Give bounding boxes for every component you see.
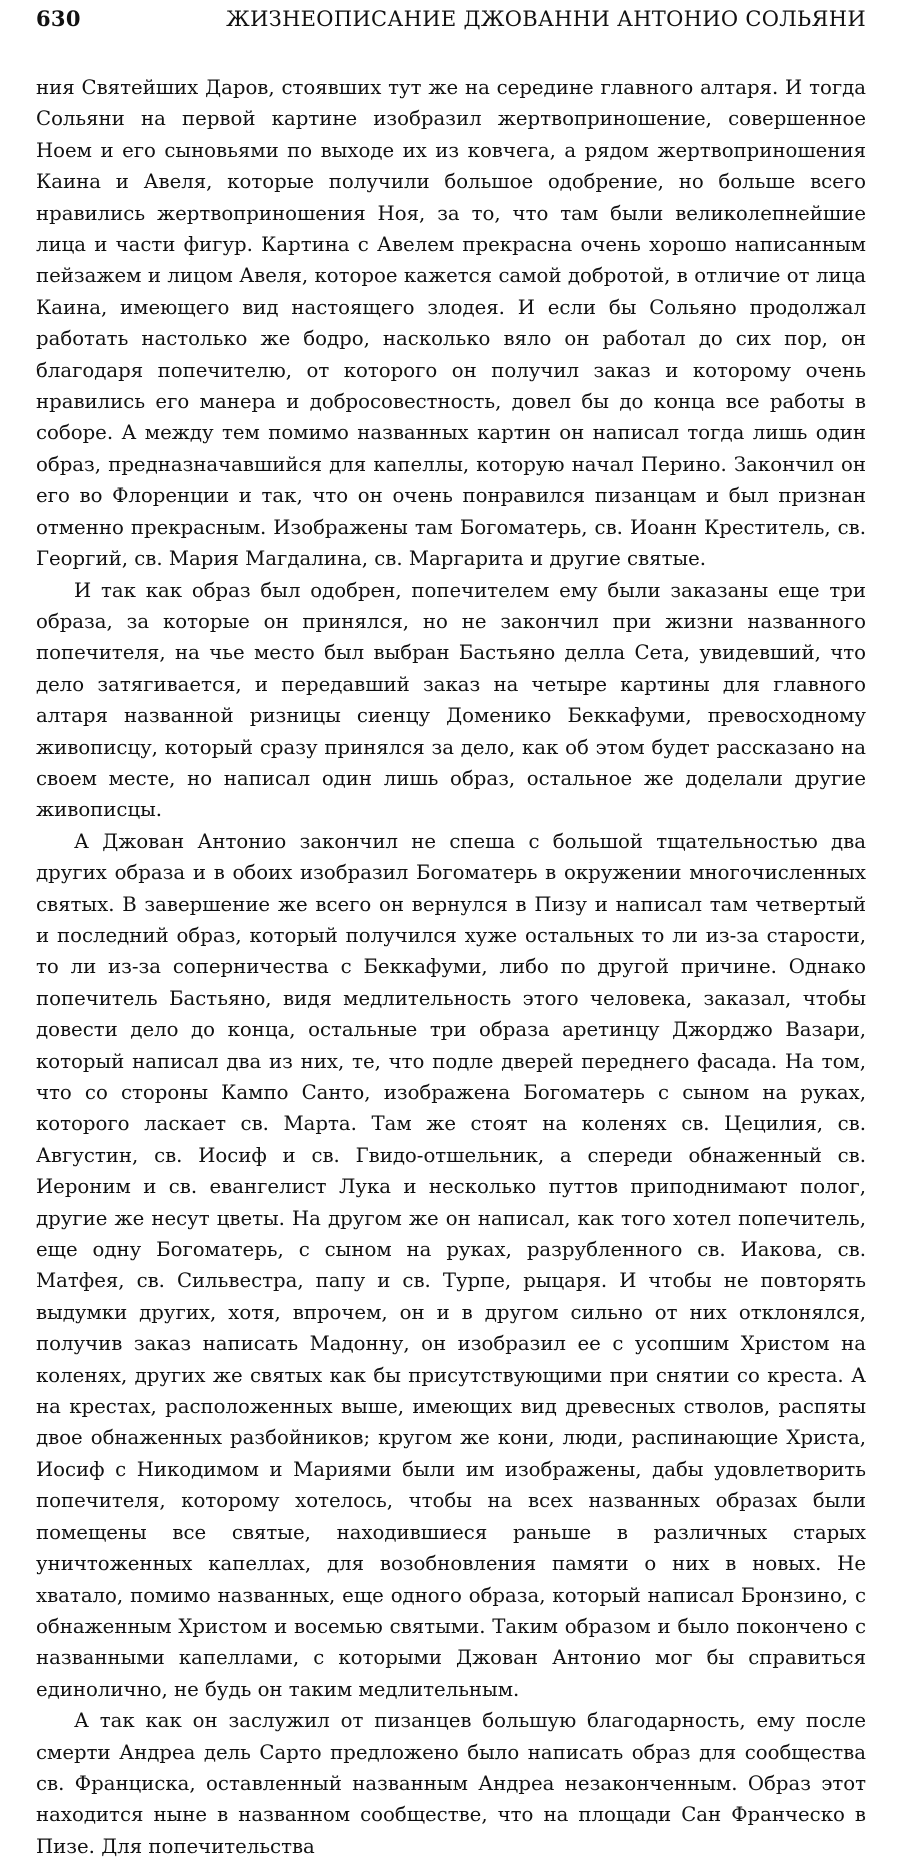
- page-number: 630: [36, 6, 81, 31]
- body-text: [36, 72, 866, 1862]
- book-page: [36, 6, 866, 1858]
- paragraph-3: А Джован Антонио закончил не спеша с большой тщательностью два других образа и в обоих изобразил Богоматерь в окружении многочисленных святых. В завершение же всего он вернулся в Пизу и написал там четвертый и последний образ, который получился хуже остальных то ли из-за старости, то ли из-за соперничества с Беккафуми, либо по другой причине. Однако попечитель Бастьяно, видя медлительность этого человека, заказал, чтобы довести дело до конца, остальные три образа аретинцу Джорджо Вазари, который написал два из них, те, что подле дверей переднего фасада. На том, что со стороны Кампо Санто, изображена Богоматерь с сыном на руках, которого ласкает св. Марта. Там же стоят на коленях св. Цецилия, св. Августин, св. Иосиф и св. Гвидо-отшельник, а спереди обнаженный св. Иероним и св. евангелист Лука и несколько путтов приподнимают полог, другие же несут цветы. На другом же он написал, как того хотел попечитель, еще одну Богоматерь, с сыном на руках, разрубленного св. Иакова, св. Матфея, св. Сильвестра, папу и св. Турпе, рыцаря. И чтобы не повторять выдумки других, хотя, впрочем, он и в другом сильно от них отклонялся, получив заказ написать Мадонну, он изобразил ее с усопшим Христом на коленях, других же святых как бы присутствующими при снятии со креста. А на крестах, расположенных выше, имеющих вид древесных стволов, распяты двое обнаженных разбойников; кругом же кони, люди, распинающие Христа, Иосиф с Никодимом и Мариями были им изображены, дабы удовлетворить попечителя, которому хотелось, чтобы на всех названных образах были помещены все святые, находившиеся раньше в различных старых уничтоженных капеллах, для возобновления памяти о них в новых. Не хватало, помимо названных, еще одного образа, который написал Бронзино, с обнаженным Христом и восемью святыми. Таким образом и было покончено с названными капеллами, с которыми Джован Антонио мог бы справиться единолично, не будь он таким медлительным.: [36, 829, 866, 1701]
- paragraph-2: И так как образ был одобрен, попечителем ему были заказаны еще три образа, за которые он принялся, но не закончил при жизни названного попечителя, на чье место был выбран Бастьяно делла Сета, увидевший, что дело затягивается, и передавший заказ на четыре картины для главного алтаря названной ризницы сиенцу Доменико Беккафуми, превосходному живописцу, который сразу принялся за дело, как об этом будет рассказано на своем месте, но написал один лишь образ, остальное же доделали другие живописцы.: [36, 578, 866, 822]
- running-header: [36, 6, 866, 50]
- paragraph-4: А так как он заслужил от пизанцев большую благодарность, ему после смерти Андреа дель Сарто предложено было написать образ для сообщества св. Франциска, оставленный названным Андреа незаконченным. Образ этот находится ныне в названном сообществе, что на площади Сан Франческо в Пизе. Для попечительства: [36, 1709, 866, 1858]
- paragraph-1: ния Святейших Даров, стоявших тут же на середине главного алтаря. И тогда Сольяни на первой картине изобразил жертвоприношение, совершенное Ноем и его сыновьями по выходе их из ковчега, а рядом жертвоприношения Каина и Авеля, которые получили большое одобрение, но больше всего нравились жертвоприношения Ноя, за то, что там были великолепнейшие лица и части фигур. Картина с Авелем прекрасна очень хорошо написанным пейзажем и лицом Авеля, которое кажется самой добротой, в отличие от лица Каина, имеющего вид настоящего злодея. И если бы Сольяно продолжал работать настолько же бодро, насколько вяло он работал до сих пор, он благодаря попечителю, от которого он получил заказ и которому очень нравились его манера и добросовестность, довел бы до конца все работы в соборе. А между тем помимо названных картин он написал тогда лишь один образ, предназначавшийся для капеллы, которую начал Перино. Закончил он его во Флоренции и так, что он очень понравился пизанцам и был признан отменно прекрасным. Изображены там Богоматерь, св. Иоанн Креститель, св. Георгий, св. Мария Магдалина, св. Маргарита и другие святые.: [36, 76, 866, 571]
- running-title: ЖИЗНЕОПИСАНИЕ ДЖОВАННИ АНТОНИО СОЛЬЯНИ: [226, 7, 866, 31]
